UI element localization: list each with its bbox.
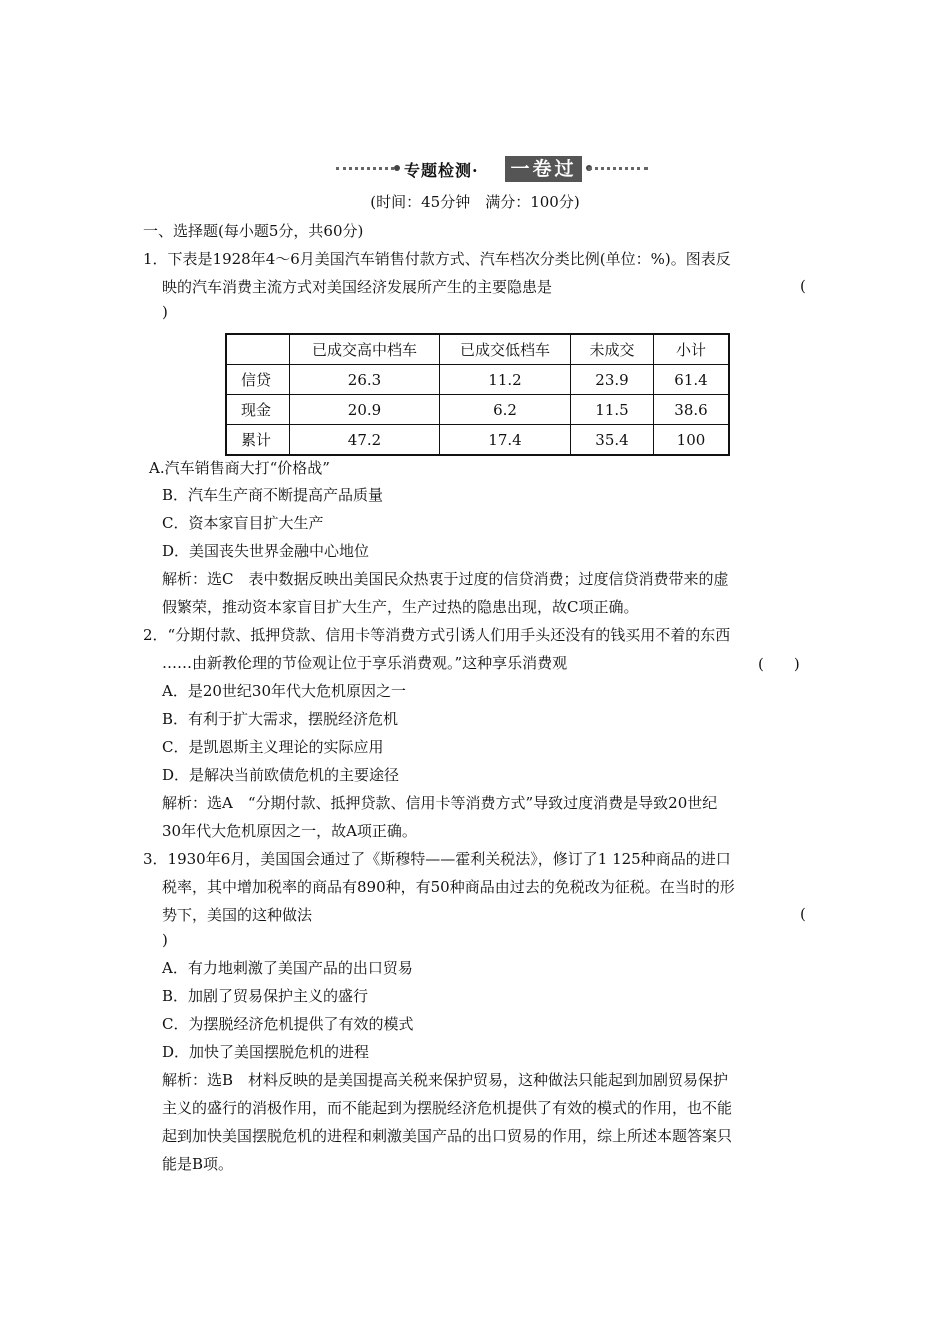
q1-analysis-line1: 解析：选C 表中数据反映出美国民众热衷于过度的信贷消费；过度信贷消费带来的虚 (162, 570, 729, 588)
table-cell: 11.5 (571, 395, 654, 425)
table-cell: 累计 (226, 425, 290, 456)
section-heading: 一、选择题(每小题5分，共60分) (143, 222, 364, 240)
table-row (226, 395, 729, 425)
table-cell: 20.9 (290, 395, 440, 425)
q2-option-c: C．是凯恩斯主义理论的实际应用 (162, 738, 384, 756)
header-title: 专题检测· (404, 161, 479, 180)
q1-answer-paren-close: ) (162, 303, 168, 321)
header-dot-left (394, 165, 400, 171)
table-cell: 38.6 (654, 395, 730, 425)
table-row (226, 425, 729, 456)
header-title-text: 专题检测 (404, 161, 473, 180)
table-cell: 26.3 (290, 365, 440, 395)
q2-stem-line1: 2．“分期付款、抵押贷款、信用卡等消费方式引诱人们用手头还没有的钱买用不着的东西 (143, 626, 731, 644)
q2-analysis-line1: 解析：选A “分期付款、抵押贷款、信用卡等消费方式”导致过度消费是导致20世纪 (162, 794, 718, 812)
q1-stem-line2: 映的汽车消费主流方式对美国经济发展所产生的主要隐患是 (162, 278, 553, 296)
q2-stem-line2: ……由新教伦理的节俭观让位于享乐消费观。”这种享乐消费观 (162, 654, 568, 672)
q3-stem-line2: 税率，其中增加税率的商品有890种，有50种商品由过去的免税改为征税。在当时的形 (162, 878, 735, 896)
q3-answer-paren-open: ( (800, 905, 806, 923)
table-cell: 11.2 (440, 365, 571, 395)
q1-analysis-line2: 假繁荣，推动资本家盲目扩大生产，生产过热的隐患出现，故C项正确。 (162, 598, 639, 616)
q3-option-b: B．加剧了贸易保护主义的盛行 (162, 987, 369, 1005)
q1-answer-paren-open: ( (800, 277, 806, 295)
table-header-cell: 小计 (654, 334, 730, 365)
table-header-cell: 已成交低档车 (440, 334, 571, 365)
q1-option-a: A.汽车销售商大打“价格战” (149, 459, 330, 477)
q1-option-c: C．资本家盲目扩大生产 (162, 514, 324, 532)
q3-analysis-line3: 起到加快美国摆脱危机的进程和刺激美国产品的出口贸易的作用，综上所述本题答案只 (162, 1127, 733, 1145)
table-header-row (226, 334, 729, 365)
q3-stem-line3: 势下，美国的这种做法 (162, 906, 313, 924)
q3-option-c: C．为摆脱经济危机提供了有效的模式 (162, 1015, 414, 1033)
table-cell: 信贷 (226, 365, 290, 395)
table-cell: 100 (654, 425, 730, 456)
table-cell: 35.4 (571, 425, 654, 456)
table-cell: 23.9 (571, 365, 654, 395)
q3-option-a: A．有力地刺激了美国产品的出口贸易 (162, 959, 413, 977)
q3-analysis-line1: 解析：选B 材料反映的是美国提高关税来保护贸易，这种做法只能起到加剧贸易保护 (162, 1071, 729, 1089)
q2-analysis-line2: 30年代大危机原因之一，故A项正确。 (162, 822, 417, 840)
table-cell: 现金 (226, 395, 290, 425)
header-dotted-rule-right (588, 167, 648, 170)
table-cell: 61.4 (654, 365, 730, 395)
table-header-cell (226, 334, 290, 365)
q1-stem-line1: 1．下表是1928年4～6月美国汽车销售付款方式、汽车档次分类比例(单位：%)。图表反 (143, 250, 731, 268)
q3-analysis-line4: 能是B项。 (162, 1155, 234, 1173)
q1-option-d: D．美国丧失世界金融中心地位 (162, 542, 370, 560)
q3-option-d: D．加快了美国摆脱危机的进程 (162, 1043, 370, 1061)
q3-stem-line1: 3．1930年6月，美国国会通过了《斯穆特——霍利关税法》，修订了1 125种商品的进口 (143, 850, 731, 868)
q2-option-b: B．有利于扩大需求，摆脱经济危机 (162, 710, 399, 728)
table-row (226, 365, 729, 395)
header-dotted-rule-left (336, 167, 394, 170)
q1-data-table (225, 333, 730, 456)
header-badge: 一卷过 (505, 156, 582, 182)
exam-subtitle: (时间：45分钟 满分：100分) (370, 193, 580, 211)
section-header (0, 156, 950, 186)
table-cell: 47.2 (290, 425, 440, 456)
q2-option-d: D．是解决当前欧债危机的主要途径 (162, 766, 400, 784)
q3-answer-paren-close: ) (162, 931, 168, 949)
q2-answer-paren: ( ) (758, 655, 800, 673)
table-header-cell: 未成交 (571, 334, 654, 365)
q1-option-b: B．汽车生产商不断提高产品质量 (162, 486, 384, 504)
table-cell: 17.4 (440, 425, 571, 456)
q3-analysis-line2: 主义的盛行的消极作用，而不能起到为摆脱经济危机提供了有效的模式的作用，也不能 (162, 1099, 733, 1117)
table-header-cell: 已成交高中档车 (290, 334, 440, 365)
q2-option-a: A．是20世纪30年代大危机原因之一 (162, 682, 407, 700)
table-cell: 6.2 (440, 395, 571, 425)
